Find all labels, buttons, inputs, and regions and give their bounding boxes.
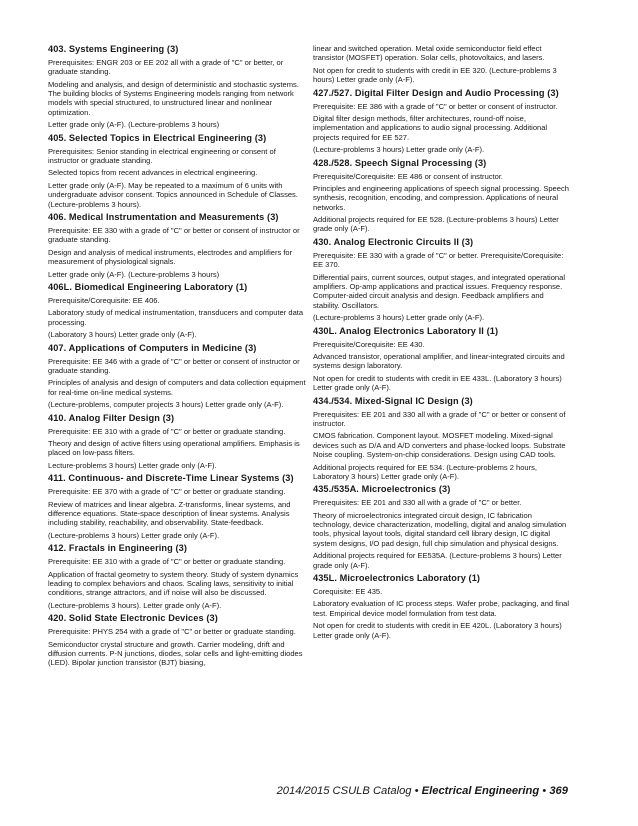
course-paragraph: Principles and engineering applications of speech signal processing. Speech synthesis, recognition, encoding, and compression. Applications of neural networks. (313, 184, 569, 212)
course-paragraph: Letter grade only (A-F). (Lecture-problems 3 hours) (48, 120, 220, 130)
course-paragraph: Prerequisite/Corequisite: EE 430. (313, 339, 425, 349)
course-paragraph: Additional projects required for EE 528. (Lecture-problems 3 hours) Letter grade only (A-F). (313, 215, 559, 234)
course-entry (48, 282, 306, 340)
course-paragraph: Prerequisite: EE 330 with a grade of "C" or better. Prerequisite/Corequisite: EE 370. (313, 250, 564, 270)
course-entry (313, 484, 571, 570)
course-paragraph: Laboratory evaluation of IC process steps. Wafer probe, packaging, and final test. Empirical device model formulation from test data. (313, 599, 570, 618)
course-entry (313, 88, 571, 155)
course-paragraph: Prerequisite: PHYS 254 with a grade of "C" or better or graduate standing. (48, 627, 296, 637)
course-title: 430L. Analog Electronics Laboratory II (1) (313, 325, 499, 336)
course-title: 411. Continuous- and Discrete-Time Linear Systems (3) (48, 473, 294, 484)
course-paragraph: Not open for credit to students with credit in EE 320. (Lecture-problems 3 hours) Letter grade only (A-F). (313, 65, 557, 85)
course-title: 412. Fractals in Engineering (3) (48, 543, 188, 554)
course-title: 430. Analog Electronic Circuits II (3) (313, 236, 474, 247)
course-paragraph: Letter grade only (A-F). May be repeated to a maximum of 6 units with undergraduate advisor consent. Topics announced in Schedule of Classes. (Lecture-problems 3 hours). (48, 180, 298, 209)
course-paragraph: (Lecture-problems 3 hours) Letter grade only (A-F). (313, 145, 485, 155)
course-paragraph: (Lecture-problems 3 hours) Letter grade only (A-F). (48, 530, 220, 540)
footer-section: Electrical Engineering (421, 785, 540, 797)
footer-catalog: 2014/2015 CSULB Catalog (276, 785, 412, 797)
course-paragraph: Prerequisites: Senior standing in electrical engineering or consent of instructor or graduate standing. (48, 146, 276, 166)
footer-page-number: 369 (549, 785, 568, 797)
course-paragraph: Additional projects required for EE535A. (Lecture-problems 3 hours) Letter grade only (A-F). (313, 551, 562, 570)
course-paragraph: linear and switched operation. Metal oxide semiconductor field effect transistor (MOSFET) operation. Solar cells, photovoltaics, and lasers. (313, 44, 545, 63)
course-title: 406. Medical Instrumentation and Measurements (3) (48, 212, 279, 223)
course-title: 434./534. Mixed-Signal IC Design (3) (313, 395, 473, 406)
course-paragraph: Application of fractal geometry to system theory. Study of system dynamics leading to complex behaviors and chaos. Scaling laws, sensitivity to initial conditions, strange attractors, and i/f noise will also be discussed. (48, 569, 299, 598)
course-paragraph: Prerequisite: EE 310 with a grade of "C" or better or graduate standing. (48, 426, 286, 436)
course-paragraph: Corequisite: EE 435. (313, 586, 383, 596)
course-paragraph: (Laboratory 3 hours) Letter grade only (A-F). (48, 330, 197, 340)
course-paragraph: Advanced transistor, operational amplifier, and linear-integrated circuits and systems design laboratory. (313, 352, 565, 371)
course-title: 427./527. Digital Filter Design and Audio Processing (3) (313, 87, 559, 98)
course-entry (313, 158, 571, 234)
course-paragraph: Principles of analysis and design of computers and data collection equipment for real-time on-line medical systems. (48, 378, 306, 397)
course-paragraph: (Lecture-problems, computer projects 3 hours) Letter grade only (A-F). (48, 400, 284, 410)
course-entry (48, 413, 306, 471)
course-entry (48, 44, 306, 130)
course-paragraph: Not open for credit to students with credit in EE 420L. (Laboratory 3 hours) Letter grade only (A-F). (313, 621, 562, 640)
footer-separator-2: • (539, 785, 550, 797)
footer-separator: • (411, 785, 422, 797)
page-footer (277, 785, 568, 797)
course-title: 403. Systems Engineering (3) (48, 44, 179, 54)
course-title: 435./535A. Microelectronics (3) (313, 484, 451, 495)
course-paragraph: Prerequisite: EE 330 with a grade of "C" or better or consent of instructor or graduate standing. (48, 226, 300, 245)
course-paragraph: Digital filter design methods, filter architectures, round-off noise, implementation and applications to audio signal processing. Additional projects required for EE 527. (313, 114, 548, 142)
right-column (313, 44, 571, 643)
course-paragraph: Prerequisites: ENGR 203 or EE 202 all with a grade of "C" or better, or graduate standing. (48, 58, 284, 77)
course-paragraph: Prerequisite: EE 370 with a grade of "C" or better or graduate standing. (48, 487, 286, 497)
course-title: 407. Applications of Computers in Medicine (3) (48, 342, 257, 353)
course-entry (48, 212, 306, 279)
course-entry (313, 573, 571, 640)
course-paragraph: Semiconductor crystal structure and growth. Carrier modeling, drift and diffusion currents. P-N junctions, diodes, solar cells and light-emitting diodes (LED). Bipolar junction transistor (BJT) biasing, (48, 639, 303, 668)
course-title: 428./528. Speech Signal Processing (3) (313, 157, 487, 168)
course-paragraph: Laboratory study of medical instrumentation, transducers and computer data processing. (48, 308, 304, 327)
course-paragraph: Differential pairs, current sources, output stages, and integrated operational amplifiers. Op-amp applications and practical issues. Frequency response. Computer-aided circuit analysis and design. Feedback amplifiers and stability. Oscillators. (313, 272, 565, 310)
course-entry (48, 473, 306, 540)
course-entry (313, 44, 571, 84)
course-entry (313, 237, 571, 323)
course-title: 406L. Biomedical Engineering Laboratory (1) (48, 282, 248, 293)
course-paragraph: CMOS fabrication. Component layout. MOSFET modeling. Mixed-signal devices such as D/A and A/D converters and phase-locked loops. Substrate Noise coupling. System-on-chip considerations. Design using CAD tools. (313, 431, 566, 460)
course-paragraph: Selected topics from recent advances in electrical engineering. (48, 168, 258, 178)
course-paragraph: Additional projects required for EE 534. (Lecture-problems 2 hours, Laboratory 3 hours) Letter grade only (A-F). (313, 462, 538, 481)
course-entry (313, 396, 571, 482)
course-entry (48, 343, 306, 410)
course-paragraph: Design and analysis of medical instruments, electrodes and amplifiers for measurement of physiological signals. (48, 247, 293, 267)
course-paragraph: Lecture-problems 3 hours) Letter grade only (A-F). (48, 460, 217, 470)
course-title: 405. Selected Topics in Electrical Engineering (3) (48, 132, 267, 143)
course-title: 420. Solid State Electronic Devices (3) (48, 613, 218, 624)
course-paragraph: Prerequisite: EE 346 with a grade of "C" or better or consent of instructor or graduate standing. (48, 356, 300, 376)
course-paragraph: Prerequisite: EE 310 with a grade of "C" or better or graduate standing. (48, 557, 286, 567)
course-paragraph: Review of matrices and linear algebra. Z-transforms, linear systems, and difference equations. State-space description of linear systems. Analysis including stability, reachability, and observability. State-feedback. (48, 499, 291, 528)
course-paragraph: Prerequisites: EE 201 and 330 all with a grade of "C" or better. (313, 498, 522, 508)
course-paragraph: (Lecture-problems 3 hours). Letter grade only (A-F). (48, 600, 222, 610)
course-entry (313, 326, 571, 393)
course-paragraph: Theory and design of active filters using operational amplifiers. Emphasis is placed on low-pass filters. (48, 439, 300, 458)
course-entry (48, 133, 306, 209)
course-title: 435L. Microelectronics Laboratory (1) (313, 572, 481, 583)
course-paragraph: Prerequisite/Corequisite: EE 486 or consent of instructor. (313, 171, 504, 181)
course-paragraph: Prerequisite: EE 386 with a grade of "C" or better or consent of instructor. (313, 101, 558, 111)
course-entry (48, 613, 306, 667)
course-paragraph: Not open for credit to students with credit in EE 433L. (Laboratory 3 hours) Letter grade only (A-F). (313, 373, 562, 393)
course-entry (48, 543, 306, 610)
course-title: 410. Analog Filter Design (3) (48, 412, 175, 423)
course-paragraph: Prerequisite/Corequisite: EE 406. (48, 296, 160, 306)
course-paragraph: Prerequisites: EE 201 and 330 all with a grade of "C" or better or consent of instructor. (313, 409, 566, 428)
course-paragraph: Theory of microelectronics integrated circuit design, IC fabrication technology, device characterization, modelling, digital and analog simulation tools, physical layout tools, digital standard cell library design, IC digital system designs, I/O pad design, full chip simulation and physical designs. (313, 510, 567, 548)
course-paragraph: Letter grade only (A-F). (Lecture-problems 3 hours) (48, 269, 220, 279)
left-column (48, 44, 306, 671)
course-paragraph: (Lecture-problems 3 hours) Letter grade only (A-F). (313, 313, 485, 323)
course-paragraph: Modeling and analysis, and design of deterministic and stochastic systems. The building blocks of Systems Engineering models ranging from network models with special structured, to unstructured linear and nonlinear optimization. (48, 79, 299, 117)
